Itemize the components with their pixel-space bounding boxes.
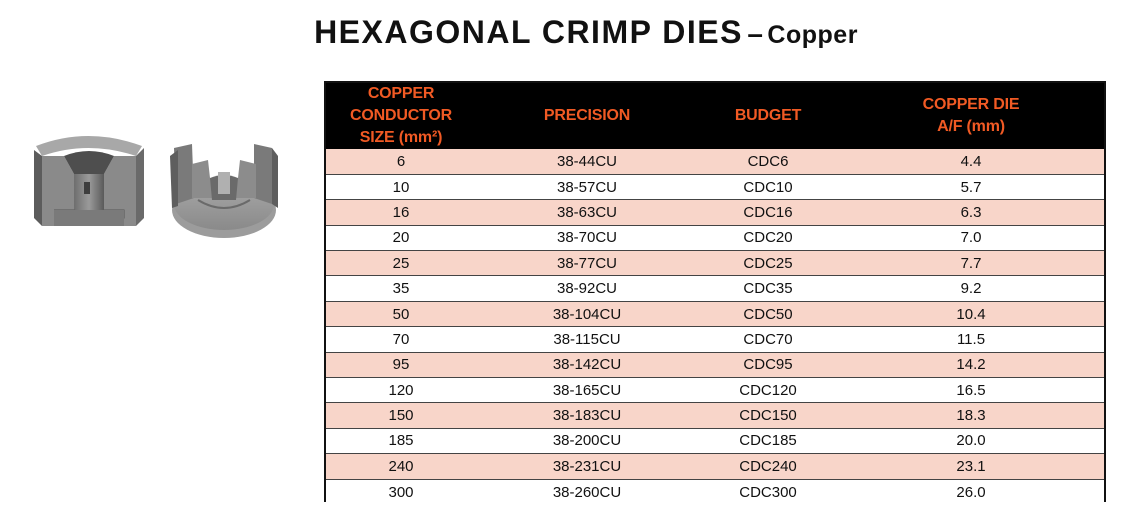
header-conductor-size: COPPER CONDUCTOR SIZE (mm²) [350, 85, 452, 146]
cell-budget: CDC300 [698, 479, 838, 504]
title-main: HEXAGONAL CRIMP DIES [314, 14, 743, 50]
cell-af: 18.3 [838, 403, 1104, 428]
table-row [326, 327, 1104, 352]
table-row [326, 378, 1104, 403]
cell-precision: 38-70CU [476, 225, 698, 250]
cell-budget: CDC70 [698, 327, 838, 352]
cell-af: 14.2 [838, 352, 1104, 377]
crimp-die-angled-image [168, 142, 280, 240]
cell-precision: 38-44CU [556, 152, 618, 170]
cell-conductor-size: 240 [326, 454, 476, 479]
table-row [326, 301, 1104, 326]
cell-precision: 38-260CU [476, 479, 698, 504]
cell-conductor-size: 300 [326, 479, 476, 504]
die-spec-table [326, 83, 1104, 504]
cell-af: 6.3 [838, 200, 1104, 225]
cell-conductor-size: 6 [396, 152, 406, 170]
cell-conductor-size: 185 [326, 428, 476, 453]
table-row [326, 428, 1104, 453]
cell-precision: 38-183CU [476, 403, 698, 428]
table-row [326, 454, 1104, 479]
cell-precision: 38-231CU [476, 454, 698, 479]
cell-conductor-size: 25 [326, 251, 476, 276]
cell-budget: CDC185 [698, 428, 838, 453]
page-title [0, 14, 1138, 51]
cell-budget: CDC240 [698, 454, 838, 479]
title-subtitle: Copper [767, 21, 858, 49]
title-separator: – [747, 18, 763, 49]
cell-conductor-size: 35 [326, 276, 476, 301]
header-budget: BUDGET [734, 107, 802, 124]
cell-conductor-size: 70 [326, 327, 476, 352]
cell-af: 9.2 [838, 276, 1104, 301]
table-row [326, 225, 1104, 250]
cell-budget: CDC10 [698, 174, 838, 199]
cell-conductor-size: 150 [326, 403, 476, 428]
cell-af: 7.0 [838, 225, 1104, 250]
table-row [326, 479, 1104, 504]
table-row [326, 352, 1104, 377]
cell-budget: CDC150 [698, 403, 838, 428]
table-row [326, 251, 1104, 276]
cell-precision: 38-63CU [476, 200, 698, 225]
cell-precision: 38-92CU [476, 276, 698, 301]
cell-precision: 38-165CU [476, 378, 698, 403]
table-row [326, 149, 1104, 174]
table-row [326, 174, 1104, 199]
cell-precision: 38-104CU [476, 301, 698, 326]
cell-budget: CDC35 [698, 276, 838, 301]
cell-af: 7.7 [838, 251, 1104, 276]
cell-conductor-size: 10 [326, 174, 476, 199]
cell-af: 10.4 [838, 301, 1104, 326]
cell-budget: CDC120 [698, 378, 838, 403]
cell-conductor-size: 16 [326, 200, 476, 225]
cell-conductor-size: 20 [326, 225, 476, 250]
cell-budget: CDC6 [747, 152, 789, 170]
cell-conductor-size: 120 [326, 378, 476, 403]
cell-budget: CDC95 [698, 352, 838, 377]
cell-precision: 38-115CU [476, 327, 698, 352]
cell-af: 5.7 [838, 174, 1104, 199]
cell-precision: 38-77CU [476, 251, 698, 276]
table-row [326, 200, 1104, 225]
cell-af: 23.1 [838, 454, 1104, 479]
table-row [326, 403, 1104, 428]
table-row [326, 276, 1104, 301]
cell-budget: CDC50 [698, 301, 838, 326]
table-header-row [326, 83, 1104, 149]
cell-precision: 38-200CU [476, 428, 698, 453]
cell-budget: CDC25 [698, 251, 838, 276]
header-copper-die-af: COPPER DIE A/F (mm) [922, 96, 1020, 135]
header-precision: PRECISION [543, 107, 631, 124]
cell-precision: 38-142CU [476, 352, 698, 377]
cell-budget: CDC20 [698, 225, 838, 250]
cell-af: 4.4 [960, 152, 982, 170]
crimp-die-front-image [28, 126, 150, 230]
cell-af: 16.5 [838, 378, 1104, 403]
cell-af: 20.0 [838, 428, 1104, 453]
cell-conductor-size: 50 [326, 301, 476, 326]
crimp-die-table [324, 81, 1106, 502]
cell-af: 11.5 [838, 327, 1104, 352]
cell-af: 26.0 [838, 479, 1104, 504]
cell-conductor-size: 95 [326, 352, 476, 377]
cell-budget: CDC16 [698, 200, 838, 225]
cell-precision: 38-57CU [476, 174, 698, 199]
